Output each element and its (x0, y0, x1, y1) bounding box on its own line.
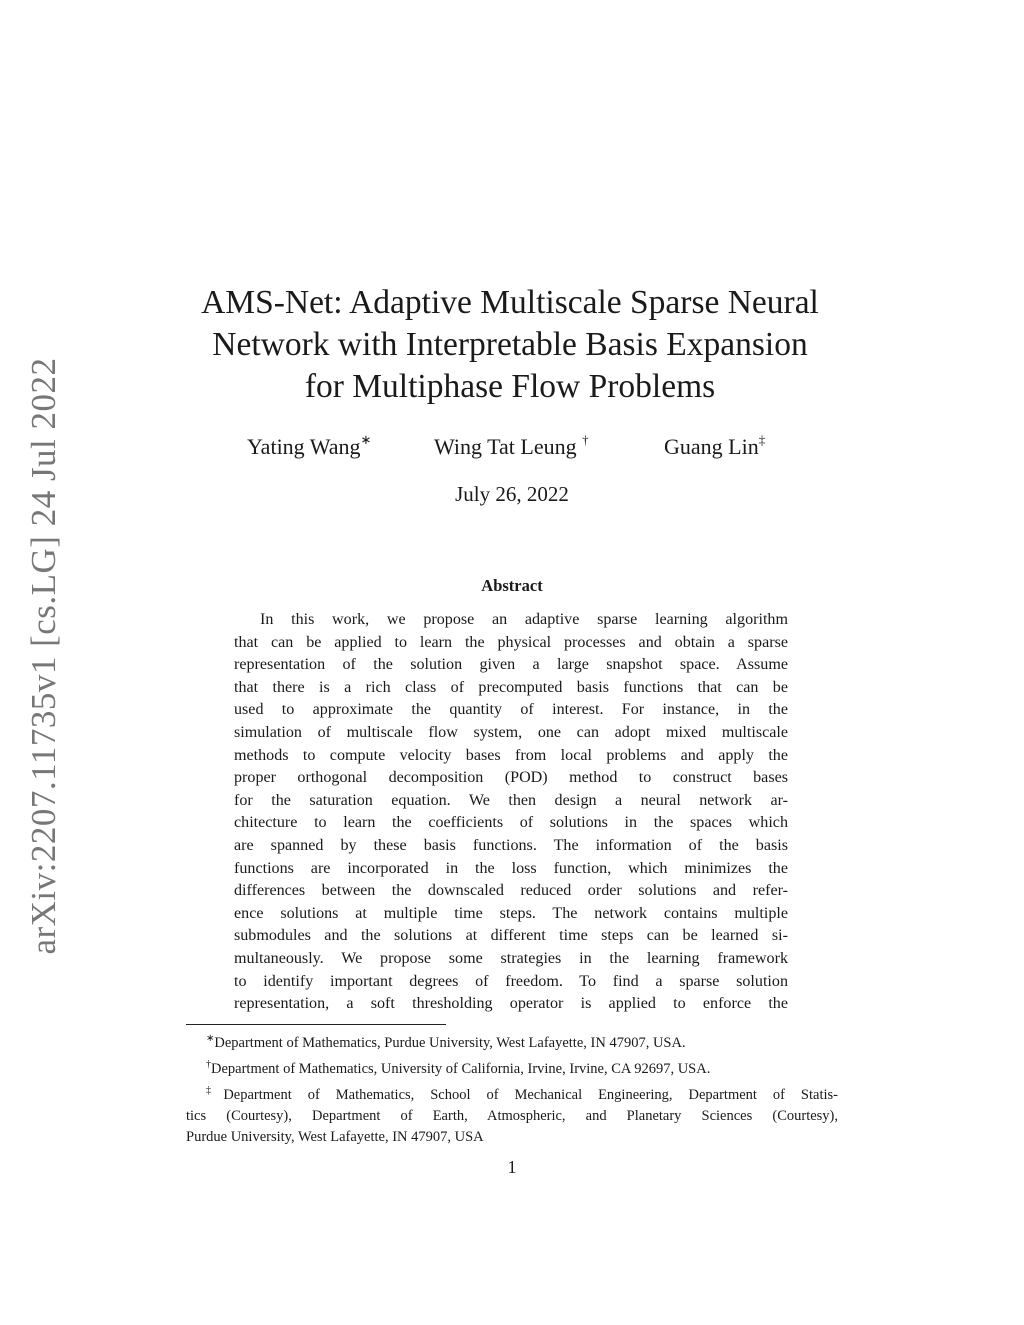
title-line: for Multiphase Flow Problems (304, 368, 716, 405)
title-line: AMS-Net: Adaptive Multiscale Sparse Neural (201, 284, 819, 321)
abstract-line: that there is a rich class of precomputed basis functions that can be (234, 678, 788, 696)
abstract-line: ence solutions at multiple time steps. The network contains multiple (234, 904, 788, 922)
footnote-3 (186, 1080, 838, 1106)
author-name: Wing Tat Leung (434, 434, 583, 459)
author-2 (434, 432, 589, 460)
abstract-line: submodules and the solutions at different time steps can be learned si- (234, 927, 788, 945)
footnote-3-cont (186, 1106, 838, 1127)
author-name: Yating Wang (247, 434, 361, 459)
footnote-text: Department of Mathematics, School of Mechanical Engineering, Department of Statis- (223, 1087, 838, 1103)
arxiv-identifier-text: arXiv:2207.11735v1 [cs.LG] 24 Jul 2022 (24, 357, 63, 955)
footnote-text: tics (Courtesy), Department of Earth, Atmospheric, and Planetary Sciences (Courtesy), (186, 1108, 838, 1124)
footnotes (186, 1028, 838, 1148)
author-mark: ∗ (360, 432, 372, 447)
author-1 (247, 432, 371, 460)
abstract-body (234, 609, 788, 1016)
abstract-line: proper orthogonal decomposition (POD) method to construct bases (234, 769, 788, 787)
footnote-3-cont (186, 1127, 838, 1148)
abstract-line: for the saturation equation. We then design a neural network ar- (234, 791, 788, 809)
abstract-line: simulation of multiscale flow system, one can adopt mixed multiscale (234, 723, 788, 741)
footnote-mark: ‡ (206, 1085, 224, 1096)
abstract-line: to identify important degrees of freedom. To find a sparse solution (234, 972, 788, 990)
abstract-line: chitecture to learn the coefficients of solutions in the spaces which (234, 814, 788, 832)
title-line: Network with Interpretable Basis Expansion (212, 326, 808, 363)
author-mark: † (582, 432, 589, 447)
footnote-rule (186, 1024, 446, 1025)
abstract-line: representation of the solution given a large snapshot space. Assume (234, 656, 788, 674)
footnote-mark: ∗ (206, 1033, 215, 1044)
footnote-2 (186, 1054, 838, 1080)
abstract-line: that can be applied to learn the physical processes and obtain a sparse (234, 633, 788, 651)
footnote-mark: † (206, 1059, 211, 1070)
abstract-line: used to approximate the quantity of interest. For instance, in the (234, 701, 788, 719)
page-number: 1 (507, 1157, 517, 1177)
publication-date: July 26, 2022 (455, 482, 569, 506)
abstract-line: representation, a soft thresholding operator is applied to enforce the (234, 995, 788, 1013)
author-3 (664, 432, 765, 460)
abstract-line: methods to compute velocity bases from local problems and apply the (234, 746, 788, 764)
abstract-line: differences between the downscaled reduced order solutions and refer- (234, 882, 788, 900)
footnote-text: Department of Mathematics, Purdue University, West Lafayette, IN 47907, USA. (214, 1035, 686, 1051)
footnote-text: Purdue University, West Lafayette, IN 47907, USA (186, 1129, 484, 1145)
footnote-text: Department of Mathematics, University of California, Irvine, Irvine, CA 92697, USA. (211, 1061, 711, 1077)
abstract-heading: Abstract (481, 576, 543, 595)
footnote-1 (186, 1028, 838, 1054)
paper-title (150, 282, 870, 408)
arxiv-identifier (24, 357, 64, 955)
abstract-line: multaneously. We propose some strategies in the learning framework (234, 949, 788, 967)
author-mark: ‡ (758, 432, 766, 447)
author-name: Guang Lin (664, 434, 759, 459)
abstract-line: functions are incorporated in the loss function, which minimizes the (234, 859, 788, 877)
abstract-line: are spanned by these basis functions. The information of the basis (234, 836, 788, 854)
abstract-line: In this work, we propose an adaptive sparse learning algorithm (260, 611, 788, 628)
